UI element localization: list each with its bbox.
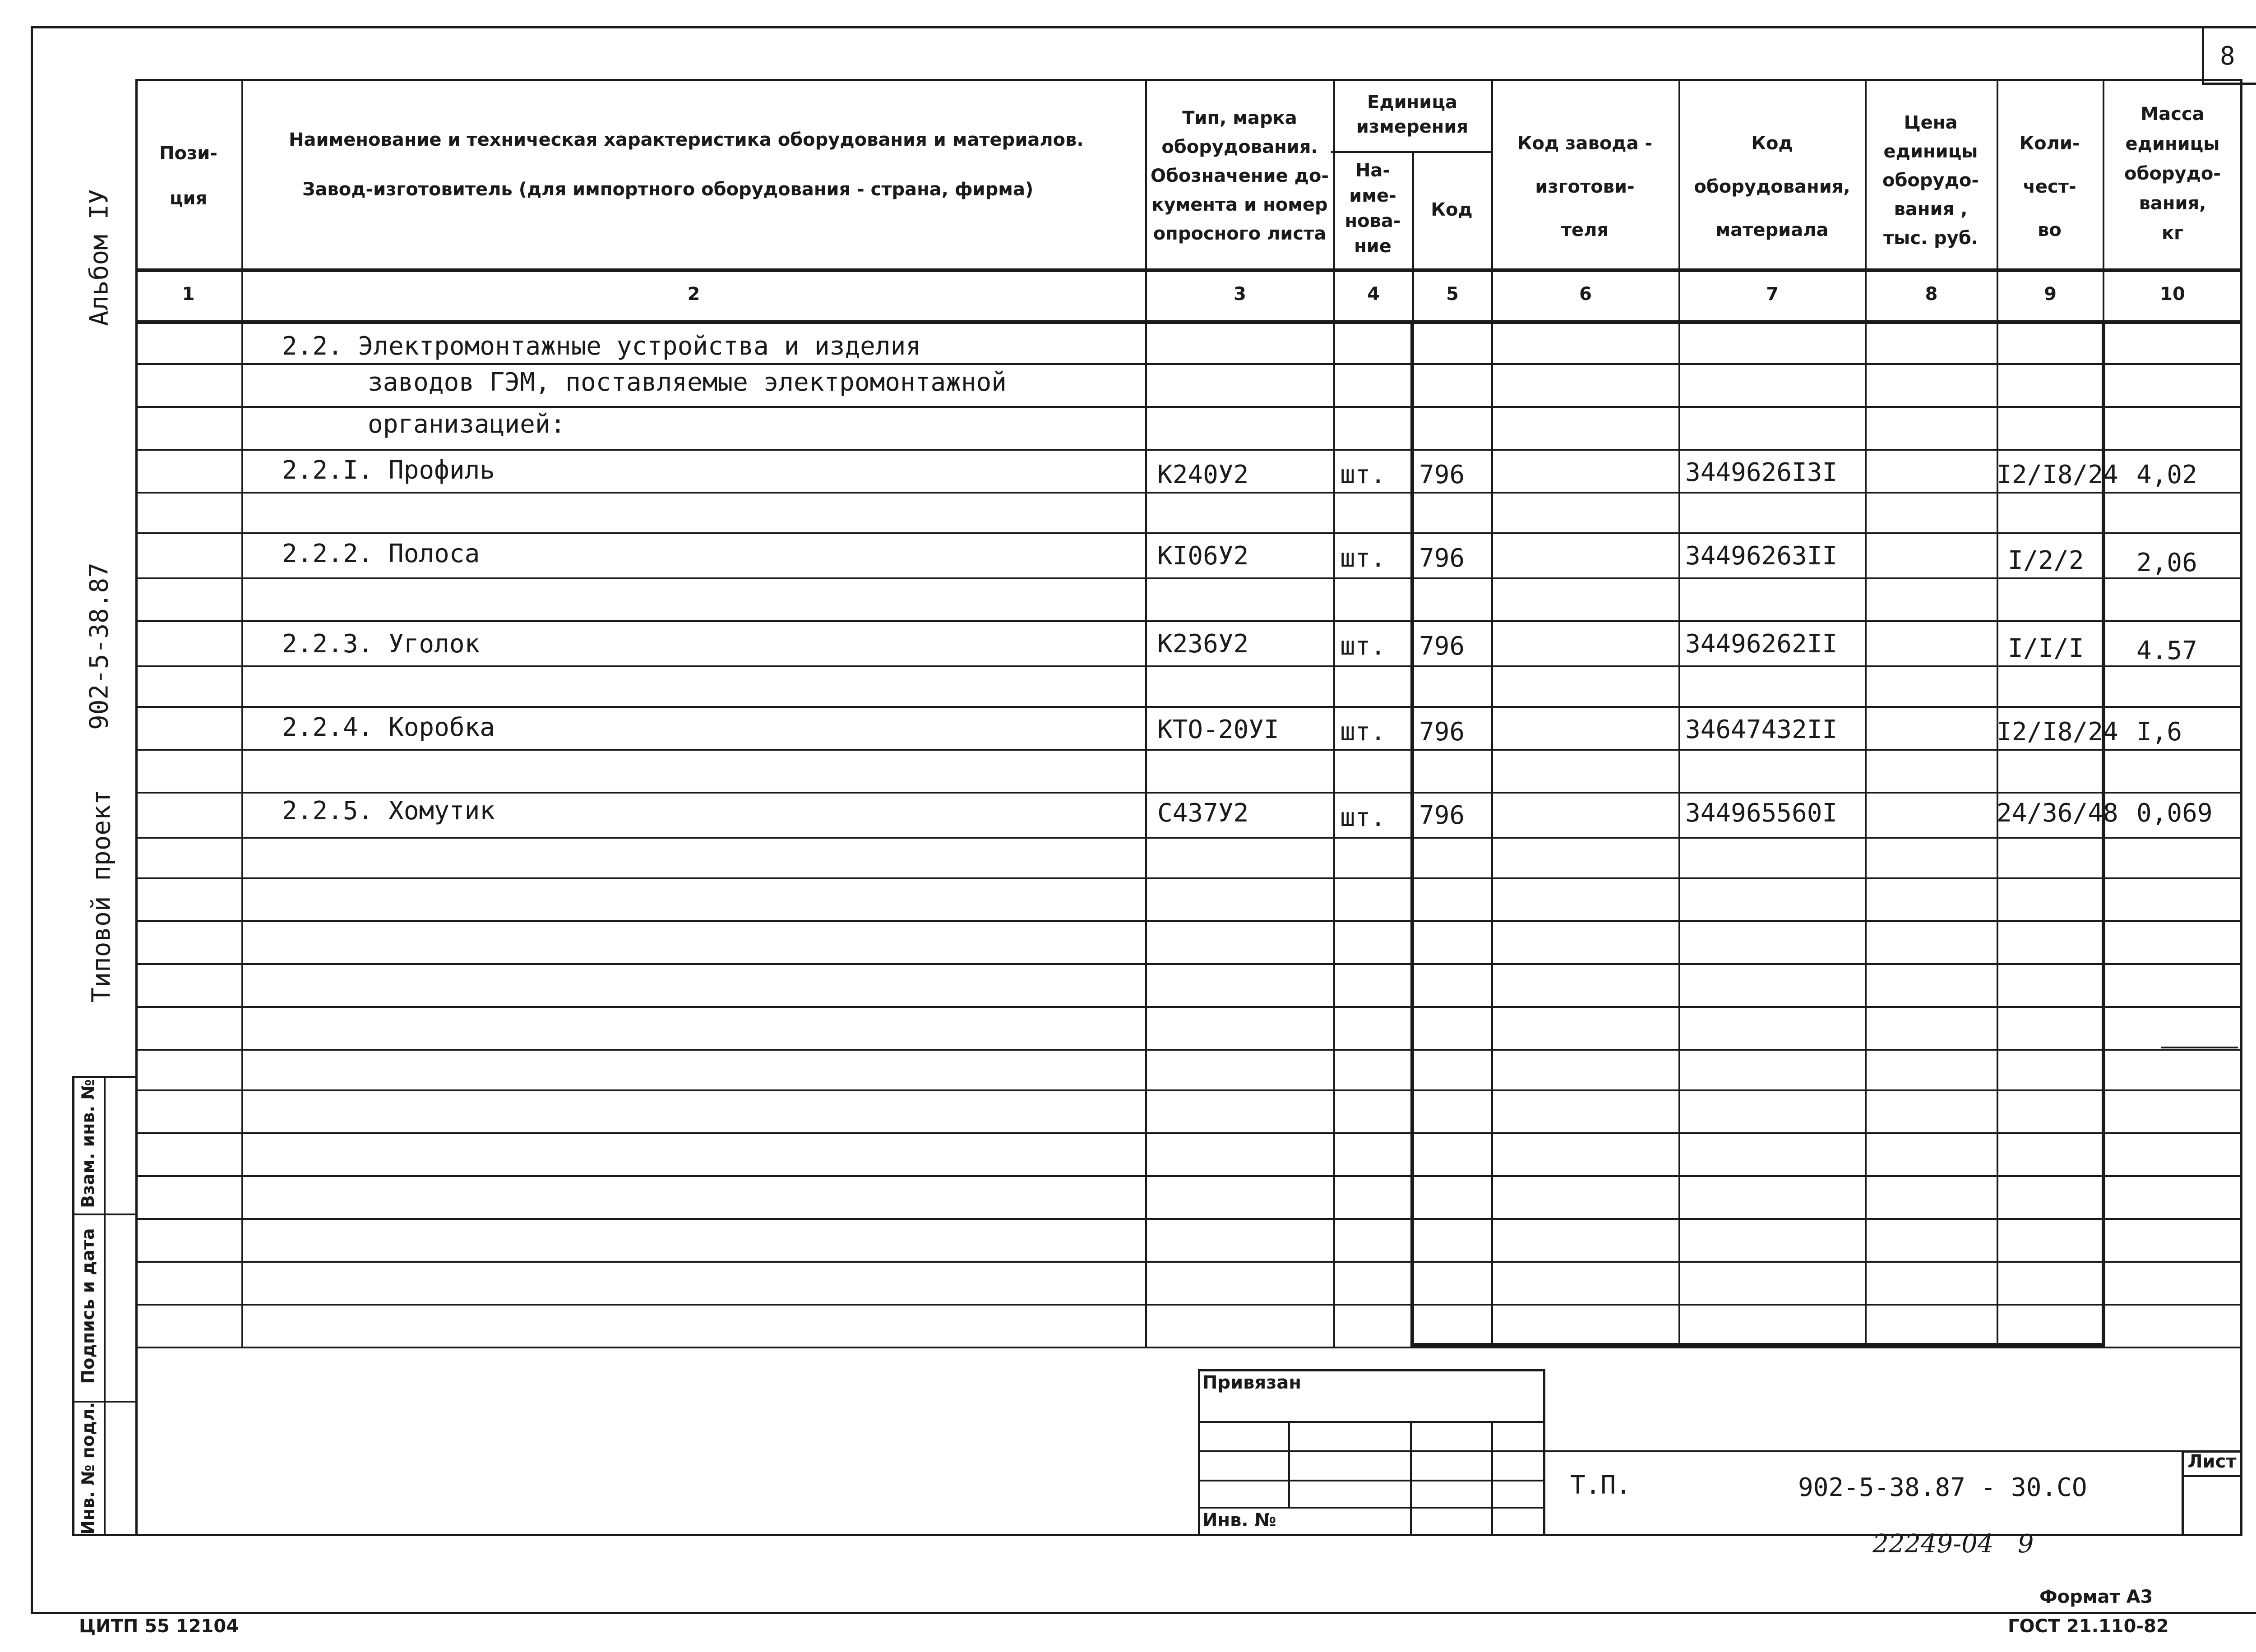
section-line1: 2.2. Электромонтажные устройства и изделия xyxy=(282,332,921,361)
header-unit-code: Код xyxy=(1431,199,1473,220)
item-unit: шт. xyxy=(1340,544,1386,573)
title-top-line xyxy=(1545,1450,2242,1452)
colnum: 6 xyxy=(1579,284,1592,305)
item-name: 2.2.5. Хомутик xyxy=(282,796,495,826)
item-type: С437У2 xyxy=(1157,798,1249,828)
section-line2: заводов ГЭМ, поставляемые электромонтажной xyxy=(368,368,1007,397)
bound-row xyxy=(1198,1421,1545,1423)
format-label: Формат А3 xyxy=(2039,1587,2153,1607)
colnum: 7 xyxy=(1766,284,1779,305)
item-unit-code: 796 xyxy=(1419,632,1465,661)
header-equipment-code: Код оборудования, материала xyxy=(1694,133,1850,240)
row-line xyxy=(135,1006,2242,1008)
item-mass: 4,02 xyxy=(2136,460,2197,489)
header-unit-group: Единица измерения xyxy=(1356,92,1469,137)
replace-inv-label: Взам. инв. № xyxy=(78,1079,98,1208)
item-name: 2.2.2. Полоса xyxy=(282,539,480,568)
row-line xyxy=(135,792,2242,794)
row-line xyxy=(135,449,2242,451)
sheet-number: 8 xyxy=(2220,42,2235,71)
header-mass: Масса единицы оборудо- вания, кг xyxy=(2124,104,2221,244)
row-line xyxy=(135,363,2242,365)
row-line xyxy=(135,1049,2242,1051)
header-unit-name: На- име- нова- ние xyxy=(1345,160,1401,257)
colnum: 8 xyxy=(1925,284,1938,305)
row-line xyxy=(135,920,2242,922)
tp-label: Т.П. xyxy=(1570,1471,1631,1500)
row-line xyxy=(135,532,2242,534)
item-code: 3449626I3I xyxy=(1685,458,1838,487)
row-line xyxy=(135,620,2242,622)
col-line-2 xyxy=(1145,79,1147,1347)
row-line xyxy=(135,577,2242,579)
bound-col xyxy=(1491,1421,1493,1536)
header-name-line1: Наименование и техническая характеристика оборудования и материалов. xyxy=(289,129,1084,150)
colnum: 5 xyxy=(1446,284,1459,305)
row-line xyxy=(135,749,2242,751)
colnum: 1 xyxy=(182,284,195,305)
section-line3: организацией: xyxy=(368,410,566,439)
row-line xyxy=(135,837,2242,839)
colnum: 10 xyxy=(2160,284,2185,305)
item-code: 34496262II xyxy=(1685,629,1838,659)
bound-col xyxy=(1288,1421,1290,1507)
project-code-label: 902-5-38.87 xyxy=(84,563,114,730)
row-line xyxy=(135,665,2242,667)
colnum: 2 xyxy=(687,284,700,305)
sheet-label: Лист xyxy=(2187,1451,2237,1472)
unit-divider-line xyxy=(1331,151,1491,153)
header-position: Пози- ция xyxy=(159,143,217,209)
col-line-3 xyxy=(1333,79,1335,1347)
item-qty: I/I/I xyxy=(2008,634,2084,663)
bound-col xyxy=(1410,1421,1412,1536)
item-name: 2.2.4. Коробка xyxy=(282,713,495,742)
item-unit-code: 796 xyxy=(1419,544,1465,573)
row-line xyxy=(135,1089,2242,1091)
inv-orig-label: Инв. № подл. xyxy=(78,1402,98,1535)
item-unit: шт. xyxy=(1340,803,1386,832)
item-qty: I/2/2 xyxy=(2008,546,2084,575)
doc-code: 902-5-38.87 - 30.СО xyxy=(1798,1473,2087,1502)
row-line xyxy=(135,1261,2242,1263)
inv-no-label: Инв. № xyxy=(1202,1510,1276,1531)
gost-label: ГОСТ 21.110-82 xyxy=(2008,1616,2169,1637)
item-unit-code: 796 xyxy=(1419,460,1465,489)
header-price: Цена единицы оборудо- вания , тыс. руб. xyxy=(1882,112,1979,249)
item-code: 34496263II xyxy=(1685,541,1838,571)
item-type: К236У2 xyxy=(1157,629,1249,659)
item-qty: I2/I8/24 xyxy=(1997,717,2118,747)
row-line xyxy=(135,1218,2242,1220)
mass-col-mark xyxy=(2161,1047,2238,1048)
colnum: 4 xyxy=(1367,284,1380,305)
header-name-line2: Завод-изготовитель (для импортного оборудования - страна, фирма) xyxy=(302,179,1034,200)
album-label: Альбом IУ xyxy=(84,189,114,326)
item-type: КI06У2 xyxy=(1157,541,1249,571)
row-line xyxy=(135,492,2242,494)
item-qty: I2/I8/24 xyxy=(1997,460,2118,489)
row-line xyxy=(135,406,2242,408)
project-type-label: Типовой проект xyxy=(87,789,116,1003)
colnum: 9 xyxy=(2044,284,2057,305)
item-name: 2.2.3. Уголок xyxy=(282,629,480,659)
bound-row xyxy=(1198,1480,1545,1481)
col-line-1 xyxy=(241,79,243,1347)
colnum: 3 xyxy=(1234,284,1246,305)
item-unit-code: 796 xyxy=(1419,801,1465,830)
item-mass: I,6 xyxy=(2136,717,2182,747)
row-line xyxy=(135,1347,2242,1348)
row-line xyxy=(135,1304,2242,1306)
item-mass: 4.57 xyxy=(2136,636,2197,665)
row-line xyxy=(135,963,2242,965)
item-unit: шт. xyxy=(1340,632,1386,661)
item-mass: 2,06 xyxy=(2136,548,2197,577)
header-factory-code: Код завода - изготови- теля xyxy=(1517,133,1653,240)
bound-row xyxy=(1198,1450,1545,1452)
item-code: 344965560I xyxy=(1685,798,1838,828)
item-code: 34647432II xyxy=(1685,715,1838,744)
handwritten-number: 22249-04 9 xyxy=(1872,1529,2034,1559)
row-line xyxy=(135,1175,2242,1177)
item-name: 2.2.I. Профиль xyxy=(282,456,495,485)
item-type: КТО-20УI xyxy=(1157,715,1279,744)
footer-left: ЦИТП 55 12104 xyxy=(79,1616,239,1637)
sheet-box-divider xyxy=(2182,1475,2242,1477)
row-line xyxy=(135,1132,2242,1134)
header-bottom-line xyxy=(135,268,2242,272)
header-type: Тип, марка оборудования. Обозначение до- кумента и номер опросного листа xyxy=(1151,108,1329,244)
row-line xyxy=(135,877,2242,879)
left-stamp-inner xyxy=(104,1076,106,1536)
item-unit-code: 796 xyxy=(1419,717,1465,747)
item-unit: шт. xyxy=(1340,717,1386,747)
item-mass: 0,069 xyxy=(2136,798,2213,828)
item-unit: шт. xyxy=(1340,460,1386,489)
header-quantity: Коли- чест- во xyxy=(2019,133,2080,240)
sign-date-label: Подпись и дата xyxy=(78,1228,98,1384)
item-qty: 24/36/48 xyxy=(1997,798,2118,828)
row-line xyxy=(135,706,2242,708)
bound-label: Привязан xyxy=(1202,1372,1302,1393)
item-type: К240У2 xyxy=(1157,460,1249,489)
